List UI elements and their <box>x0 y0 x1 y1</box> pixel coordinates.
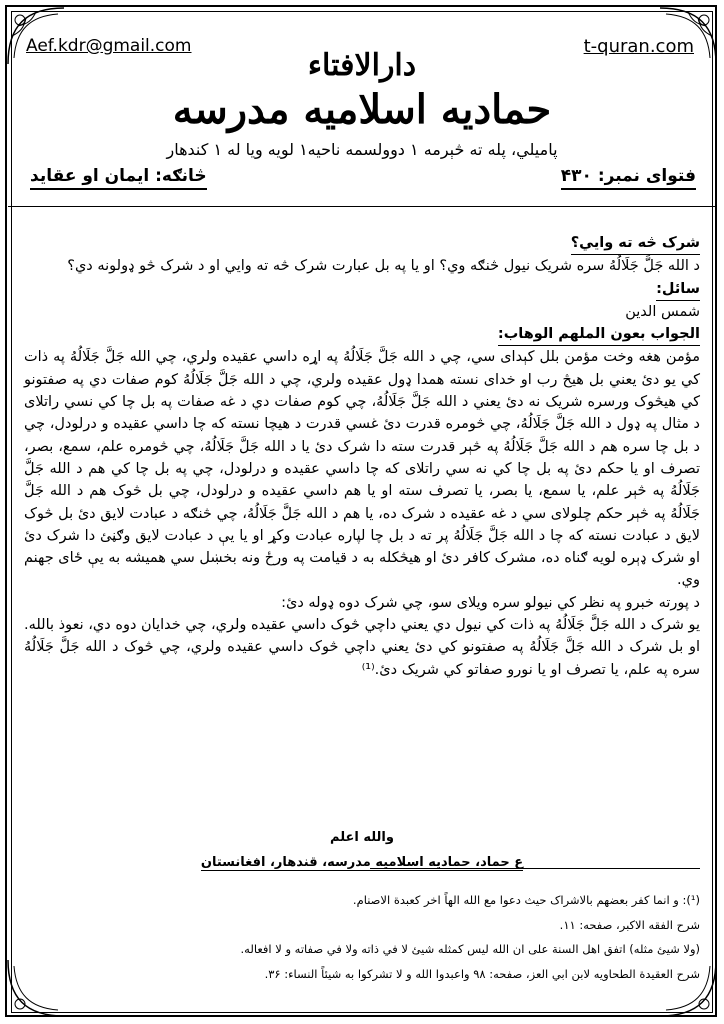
page-title-top: دارالافتاء <box>307 48 417 83</box>
email-link[interactable]: Aef.kdr@gmail.com <box>26 36 192 56</box>
website-link[interactable]: t-quran.com <box>583 36 694 57</box>
question-title: شرک څه ته وايي؟ <box>571 232 700 255</box>
answer-paragraph-4: او بل شرک د الله جَلَّ جَلَالُهُ په صفتونو کي دئ يعني داچي څوک داسي عقيده ولري، چي څوک د الله جَلَّ جَلَالُهُ سره په علم، يا تصرف او يا نورو صفاتو کي شريک دئ.⁽¹⁾ <box>24 639 700 678</box>
question-text: د الله جَلَّ جَلَالُهُ سره شريک نيول څنګه وي؟ او يا په بل عبارت شرک څه ته وايي او د شرک څو ډولونه دي؟ <box>67 258 700 275</box>
answer-paragraph-2: د پورته خبرو په نظر کي نيولو سره ويلای سو، چي شرک دوه ډوله دئ: <box>281 594 700 611</box>
answer-heading: الجواب بعون الملهم الوهاب: <box>498 323 700 346</box>
footnote-item: شرح العقيدة الطحاويه لابن ابي العز، صفحه: ۹۸ واعبدوا الله و لا تشرکوا به شيئاً النساء: ۳۶. <box>264 966 700 981</box>
footnote-divider <box>370 868 700 869</box>
fatwa-body <box>24 232 700 681</box>
signature-line-1: والله اعلم <box>330 830 394 845</box>
signature-block <box>0 830 724 871</box>
footnote-item: شرح الفقه الاکبر، صفحه: ۱۱. <box>559 917 700 932</box>
answer-paragraph-3: يو شرک د الله جَلَّ جَلَالُهُ په ذات کي نيول دي يعني داچي څوک داسي عقيده ولري، چي خدايان دوه دي، نعوذ بالله. <box>24 617 700 634</box>
section-label: څانګه: ايمان او عقايد <box>30 166 207 190</box>
asker-name: شمس الدين <box>625 303 700 320</box>
footnote-item: (¹): و انما کفر بعضهم بالاشراک حيث دعوا مع الله الهاً اخر کعبدة الاصنام. <box>352 893 700 907</box>
header-divider <box>8 206 716 207</box>
page-title-main: حمادیه اسلامیه مدرسه <box>172 86 552 133</box>
address-line: پاميلي، پله ته څېرمه ۱ دوولسمه ناحيه۱ لويه ويا له ۱ کندهار <box>166 140 558 159</box>
footnote-item: (ولا شيئ مثله) اتفق اهل السنة على ان الله ليس کمثله شيئ لا في ذاته ولا في صفاته و لا افعاله. <box>240 942 700 956</box>
signature-line-2: ع حماد، حماديه اسلاميه مدرسه، قندهار، افغانستان <box>200 855 524 870</box>
answer-paragraph-1: مؤمن هغه وخت مؤمن بلل کېدای سي، چي د الله جَلَّ جَلَالُهُ په اړه داسي عقيده ولري، چي الله جَلَّ جَلَالُهُ په ذات کي يو دئ يعني بل هيڅ رب او خدای نسته همدا ډول عقيده ولري، چي د الله جَلَّ جَلَالُهُ کوم صفات دي په صفتونو کي هيڅوک ورسره شريک نه دئ يعني د الله جَلَّ جَلَالُهُ، چي کوم صفات دي د غه صفات په بل چا کي نسي راتلای د مثال په ډول د الله جَلَّ جَلَالُهُ، چي څومره قدرت دئ غسي قدرت د هيچا نسته که چا داسي عقيده و درلودل، چي د بل چا سره هم د الله جَلَّ جَلَالُهُ په څېر قدرت سته دا شرک دئ يا د الله جَلَّ جَلَالُهُ، چي څومره علم، سمع، بصر، تصرف او يا حکم دئ په بل چا کي نه سي راتلای که چا داسي عقيده و درلودل، چي په بل چا کي هم د الله جَلَّ جَلَالُهُ په څېر علم، يا سمع، يا بصر، يا تصرف سته او يا هم داسي عقيده و درلودل، چي بل څوک هم د الله جَلَّ جَلَالُهُ په څېر حکم چلولای سي د غه عقيده د شرک ده، يا هم د الله جَلَّ جَلَالُهُ، چي څنګه د عبادت لايق دئ بل څوک لايق د عبادت نسته که چا د الله جَلَّ جَلَالُهُ پر ته د بل چا لپاره عبادت وکړ او يا يې د عبادت لايق وګڼئ دا شرک دئ او شرک ډېره لويه ګناه ده، مشرک کافر دئ او هيڅکله به د قيامت په ورځ ونه بخښل سي هميشه به يې ځای جهنم وي. <box>24 349 700 589</box>
footnotes <box>24 888 700 986</box>
asker-label: سائل: <box>656 278 700 301</box>
fatwa-number: فتوای نمبر: ۴۳۰ <box>561 166 696 190</box>
